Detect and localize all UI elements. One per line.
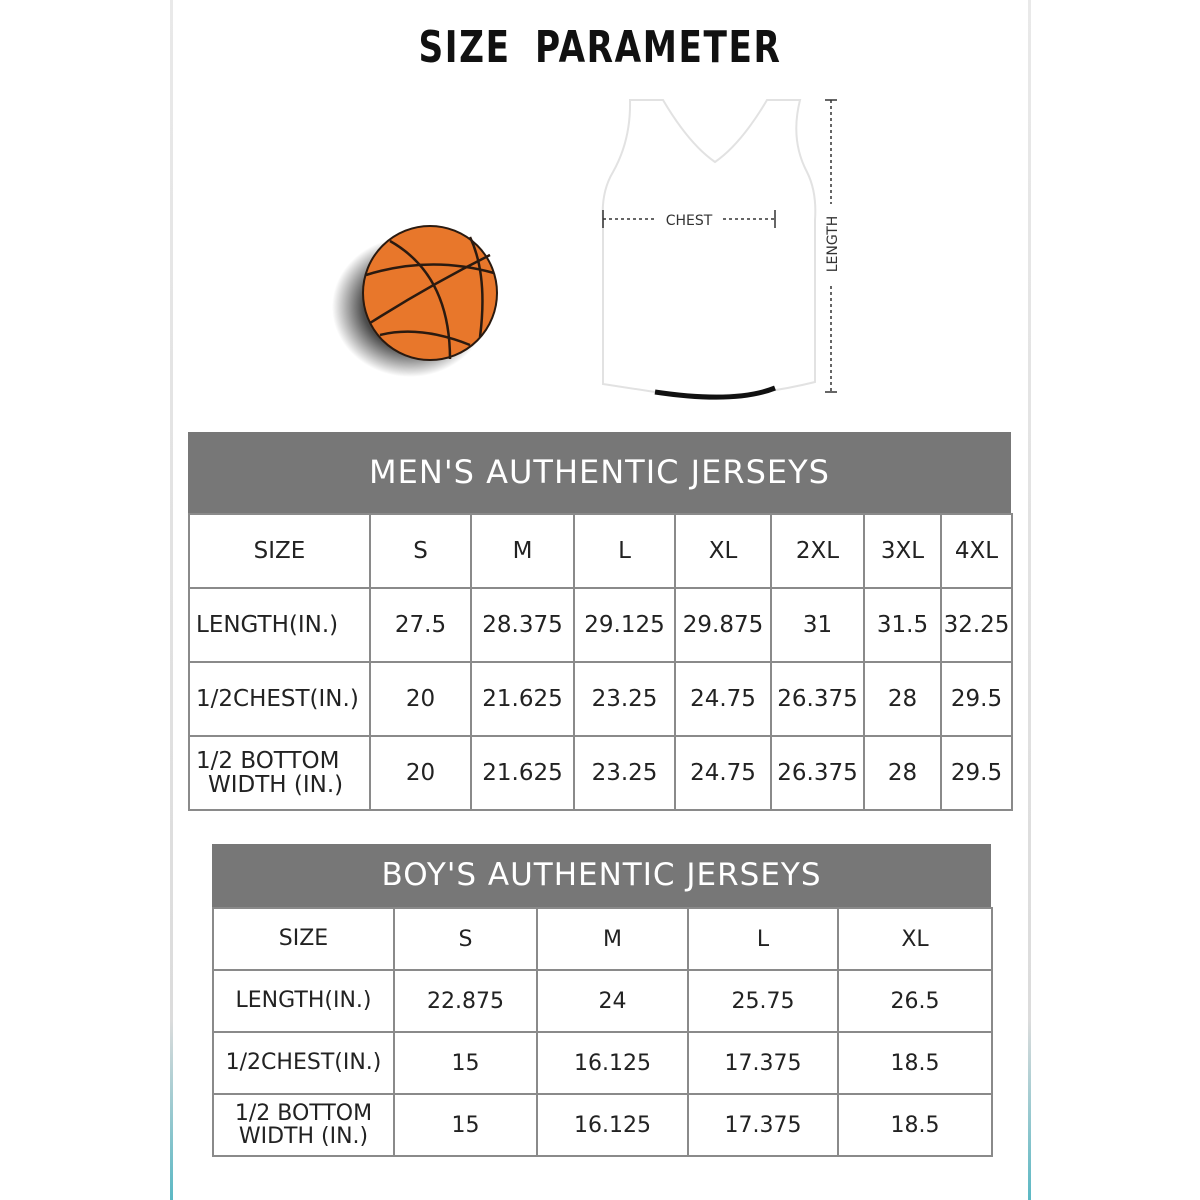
value-cell: 15 (394, 1094, 537, 1156)
basketball-icon (330, 215, 520, 385)
page-title: SIZE PARAMETER (418, 22, 782, 73)
value-cell: 31.5 (864, 588, 941, 662)
row-label-cell (189, 662, 370, 736)
value-cell: 16.125 (537, 1032, 688, 1094)
value-cell: 17.375 (688, 1032, 838, 1094)
table-row (189, 588, 1012, 662)
row-label-cell (213, 1094, 394, 1156)
row-label-line: LENGTH(IN.) (196, 611, 339, 638)
jersey-diagram (585, 92, 865, 407)
row-label-line: 1/2 BOTTOM (234, 1100, 373, 1126)
chest-label: CHEST (665, 213, 713, 229)
size-header-row (213, 908, 992, 970)
row-label-line: 1/2 BOTTOM (196, 747, 340, 774)
value-cell: 15 (394, 1032, 537, 1094)
table-row (189, 662, 1012, 736)
size-header-cell: 4XL (941, 514, 1012, 588)
length-label: LENGTH (825, 215, 841, 273)
size-header-cell: S (394, 908, 537, 970)
size-label-cell: SIZE (189, 514, 370, 588)
value-cell: 24.75 (675, 736, 771, 810)
value-cell: 31 (771, 588, 864, 662)
right-border (1028, 0, 1031, 1200)
size-header-cell: L (574, 514, 675, 588)
size-header-cell: S (370, 514, 471, 588)
men-heading-text: MEN'S AUTHENTIC JERSEYS (369, 453, 830, 491)
value-cell: 23.25 (574, 662, 675, 736)
row-label-line: WIDTH (IN.) (238, 1124, 369, 1149)
men-table-heading (188, 432, 1011, 513)
value-cell: 23.25 (574, 736, 675, 810)
value-cell: 18.5 (838, 1094, 992, 1156)
value-cell: 28.375 (471, 588, 574, 662)
size-header-row (189, 514, 1012, 588)
size-header-cell: 2XL (771, 514, 864, 588)
value-cell: 21.625 (471, 662, 574, 736)
row-label-line: LENGTH(IN.) (235, 988, 372, 1014)
value-cell: 17.375 (688, 1094, 838, 1156)
table-row (213, 1032, 992, 1094)
value-cell: 24 (537, 970, 688, 1032)
row-label-line: 1/2CHEST(IN.) (196, 685, 359, 712)
size-header-cell: M (471, 514, 574, 588)
size-header-cell: M (537, 908, 688, 970)
table-row (213, 1094, 992, 1156)
row-label-cell (213, 1032, 394, 1094)
size-header-cell: XL (838, 908, 992, 970)
men-size-table (188, 513, 1013, 811)
table-row (213, 970, 992, 1032)
row-label-cell (213, 970, 394, 1032)
value-cell: 29.125 (574, 588, 675, 662)
size-header-cell: XL (675, 514, 771, 588)
row-label-cell (189, 588, 370, 662)
row-label-line: 1/2CHEST(IN.) (225, 1050, 382, 1076)
value-cell: 22.875 (394, 970, 537, 1032)
boys-heading-text: BOY'S AUTHENTIC JERSEYS (381, 857, 822, 893)
size-header-cell: L (688, 908, 838, 970)
value-cell: 32.25 (941, 588, 1012, 662)
value-cell: 24.75 (675, 662, 771, 736)
value-cell: 26.5 (838, 970, 992, 1032)
value-cell: 29.5 (941, 736, 1012, 810)
value-cell: 28 (864, 736, 941, 810)
boys-table-heading (212, 844, 991, 907)
value-cell: 20 (370, 736, 471, 810)
table-row (189, 736, 1012, 810)
left-border (170, 0, 173, 1200)
value-cell: 29.5 (941, 662, 1012, 736)
size-label-cell: SIZE (213, 908, 394, 970)
row-label-cell (189, 736, 370, 810)
size-header-cell: 3XL (864, 514, 941, 588)
value-cell: 20 (370, 662, 471, 736)
value-cell: 26.375 (771, 662, 864, 736)
value-cell: 16.125 (537, 1094, 688, 1156)
value-cell: 27.5 (370, 588, 471, 662)
value-cell: 18.5 (838, 1032, 992, 1094)
row-label-line: WIDTH (IN.) (208, 772, 344, 798)
boys-size-table (212, 907, 993, 1157)
value-cell: 29.875 (675, 588, 771, 662)
value-cell: 28 (864, 662, 941, 736)
value-cell: 21.625 (471, 736, 574, 810)
value-cell: 25.75 (688, 970, 838, 1032)
value-cell: 26.375 (771, 736, 864, 810)
